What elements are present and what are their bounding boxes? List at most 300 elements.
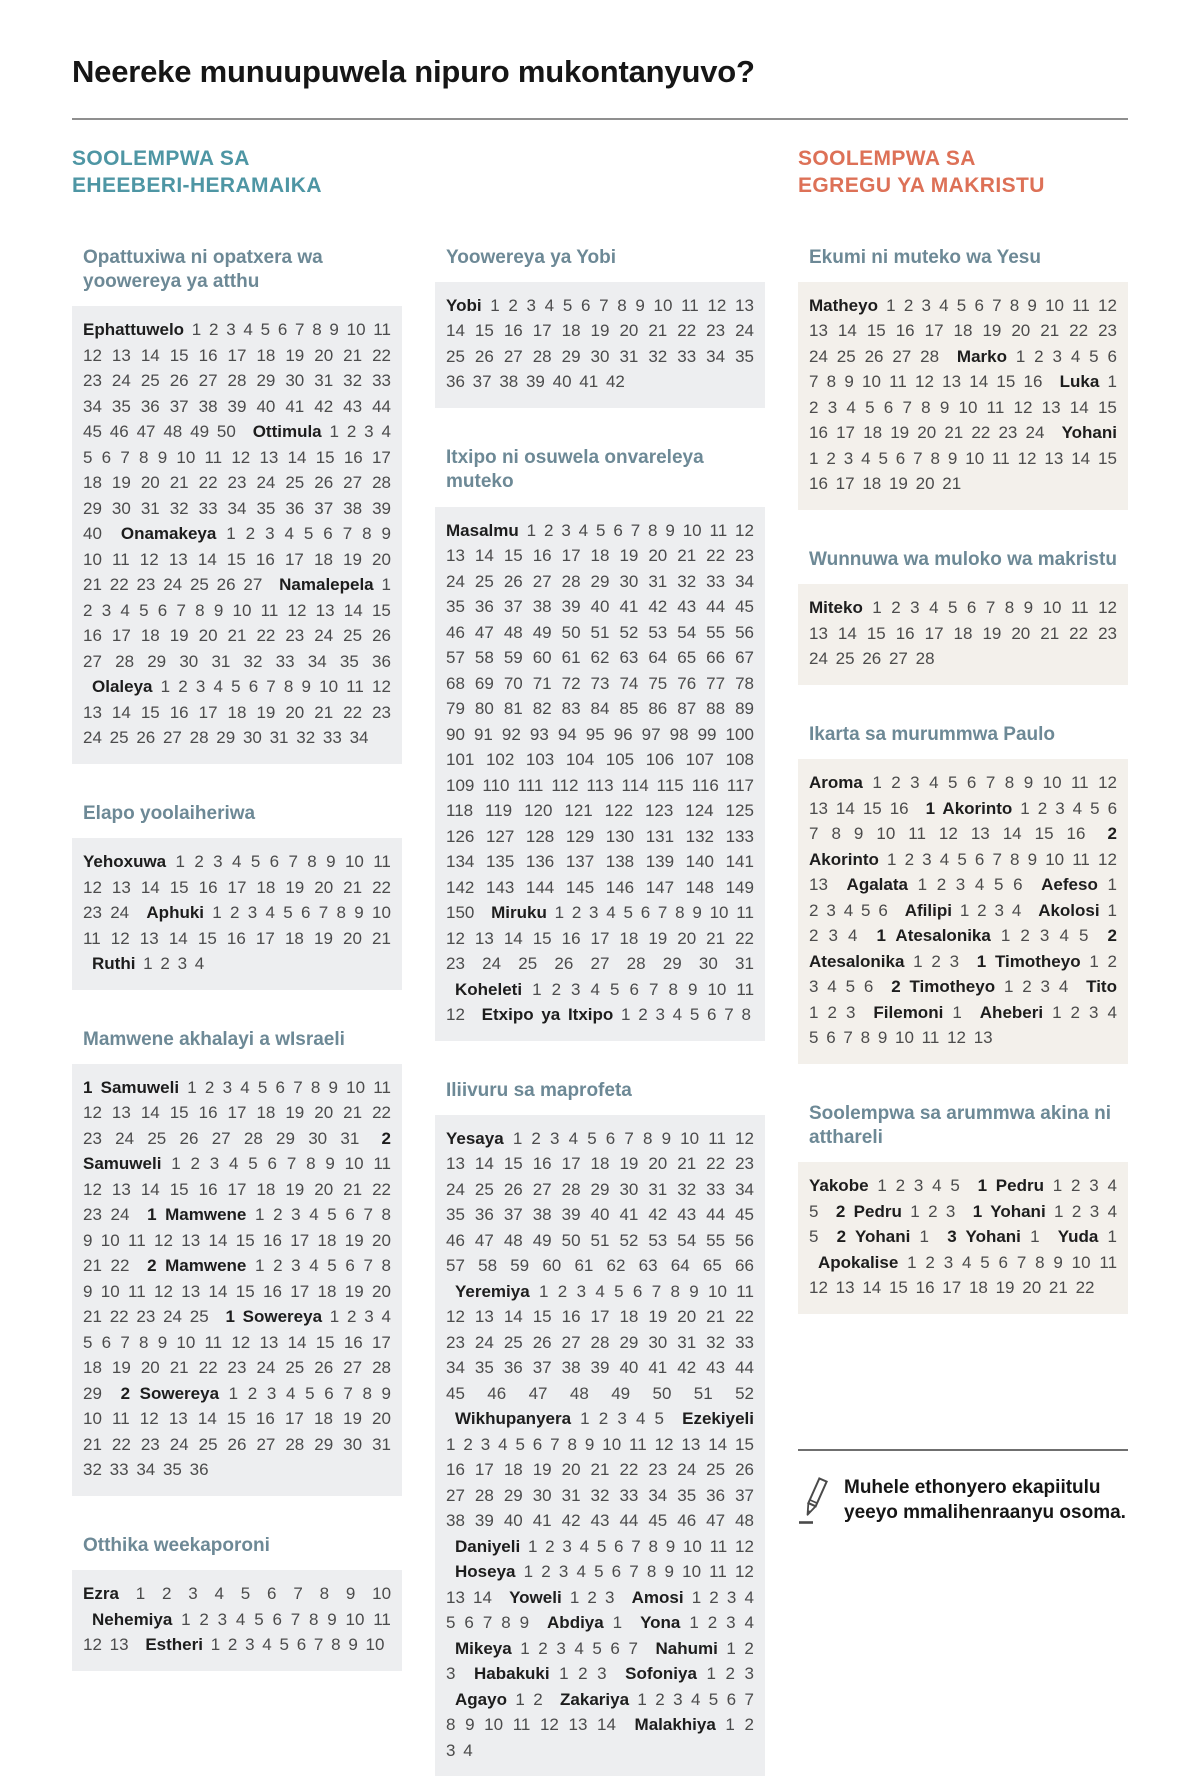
chapter-link[interactable]: 32 bbox=[677, 571, 697, 591]
chapter-link[interactable]: 82 bbox=[532, 699, 552, 719]
chapter-link[interactable]: 10 bbox=[100, 1230, 120, 1250]
chapter-link[interactable]: 14 bbox=[597, 1715, 616, 1735]
chapter-link[interactable]: 5 bbox=[614, 1281, 624, 1301]
chapter-link[interactable]: 1 bbox=[913, 951, 923, 971]
chapter-link[interactable]: 30 bbox=[590, 346, 610, 366]
chapter-link[interactable]: 12 bbox=[83, 1635, 102, 1655]
chapter-link[interactable]: 5 bbox=[956, 295, 967, 315]
chapter-link[interactable]: 31 bbox=[735, 954, 754, 974]
chapter-link[interactable]: 5 bbox=[1078, 926, 1089, 946]
chapter-link[interactable]: 5 bbox=[240, 1584, 251, 1604]
chapter-link[interactable]: 17 bbox=[227, 345, 247, 365]
chapter-link[interactable]: 1 bbox=[181, 1609, 191, 1629]
chapter-link[interactable]: 17 bbox=[924, 623, 944, 643]
chapter-link[interactable]: 9 bbox=[844, 372, 854, 392]
chapter-link[interactable]: 16 bbox=[446, 1460, 465, 1480]
chapter-link[interactable]: 12 bbox=[1098, 295, 1117, 315]
chapter-link[interactable]: 32 bbox=[648, 346, 668, 366]
chapter-link[interactable]: 10 bbox=[176, 447, 196, 467]
chapter-link[interactable]: 9 bbox=[665, 520, 675, 540]
chapter-link[interactable]: 11 bbox=[709, 1536, 728, 1556]
chapter-link[interactable]: 10 bbox=[365, 1635, 385, 1655]
chapter-link[interactable]: 4 bbox=[932, 1176, 942, 1196]
chapter-link[interactable]: 6 bbox=[895, 448, 906, 468]
chapter-link[interactable]: 4 bbox=[1058, 977, 1069, 997]
chapter-link[interactable]: 23 bbox=[735, 1154, 754, 1174]
chapter-link[interactable]: 38 bbox=[561, 1358, 581, 1378]
chapter-link[interactable]: 25 bbox=[474, 1179, 494, 1199]
chapter-link[interactable]: 137 bbox=[565, 852, 595, 872]
chapter-link[interactable]: 50 bbox=[652, 1383, 672, 1403]
chapter-link[interactable]: 75 bbox=[648, 673, 668, 693]
chapter-link[interactable]: 8 bbox=[362, 1383, 372, 1403]
chapter-link[interactable]: 3 bbox=[910, 773, 920, 793]
chapter-link[interactable]: 66 bbox=[734, 1256, 754, 1276]
chapter-link[interactable]: 18 bbox=[83, 1358, 102, 1378]
chapter-link[interactable]: 3 bbox=[245, 1635, 255, 1655]
chapter-link[interactable]: 38 bbox=[198, 396, 218, 416]
chapter-link[interactable]: 51 bbox=[693, 1383, 713, 1403]
chapter-link[interactable]: 96 bbox=[613, 724, 633, 744]
chapter-link[interactable]: 3 bbox=[226, 320, 236, 340]
chapter-link[interactable]: 23 bbox=[83, 1205, 102, 1225]
chapter-link[interactable]: 8 bbox=[930, 448, 940, 468]
chapter-link[interactable]: 37 bbox=[532, 1358, 552, 1378]
chapter-link[interactable]: 4 bbox=[576, 1562, 586, 1582]
chapter-link[interactable]: 22 bbox=[619, 1460, 639, 1480]
chapter-link[interactable]: 5 bbox=[279, 1635, 289, 1655]
chapter-link[interactable]: 6 bbox=[1013, 875, 1023, 895]
chapter-link[interactable]: 18 bbox=[256, 1103, 276, 1123]
chapter-link[interactable]: 18 bbox=[313, 549, 333, 569]
chapter-link[interactable]: 6 bbox=[640, 903, 651, 923]
chapter-link[interactable]: 8 bbox=[381, 1205, 391, 1225]
chapter-link[interactable]: 1 bbox=[520, 1638, 530, 1658]
chapter-link[interactable]: 10 bbox=[1045, 849, 1065, 869]
chapter-link[interactable]: 39 bbox=[525, 372, 545, 392]
chapter-link[interactable]: 20 bbox=[372, 549, 391, 569]
chapter-link[interactable]: 18 bbox=[619, 1307, 639, 1327]
chapter-link[interactable]: 7 bbox=[985, 773, 996, 793]
chapter-link[interactable]: 24 bbox=[809, 346, 828, 366]
chapter-link[interactable]: 10 bbox=[344, 852, 364, 872]
chapter-link[interactable]: 4 bbox=[578, 520, 589, 540]
chapter-link[interactable]: 10 bbox=[176, 1332, 196, 1352]
chapter-link[interactable]: 6 bbox=[863, 977, 874, 997]
chapter-link[interactable]: 8 bbox=[1004, 598, 1015, 618]
chapter-link[interactable]: 15 bbox=[226, 1409, 246, 1429]
chapter-link[interactable]: 42 bbox=[314, 396, 334, 416]
chapter-link[interactable]: 11 bbox=[889, 372, 907, 392]
chapter-link[interactable]: 83 bbox=[561, 699, 581, 719]
chapter-link[interactable]: 8 bbox=[831, 824, 841, 844]
chapter-link[interactable]: 2 bbox=[903, 295, 914, 315]
chapter-link[interactable]: 27 bbox=[243, 575, 263, 595]
chapter-link[interactable]: 31 bbox=[314, 371, 334, 391]
chapter-link[interactable]: 16 bbox=[343, 1332, 363, 1352]
chapter-link[interactable]: 20 bbox=[372, 1230, 391, 1250]
chapter-link[interactable]: 27 bbox=[343, 1358, 363, 1378]
chapter-link[interactable]: 6 bbox=[269, 852, 280, 872]
chapter-link[interactable]: 7 bbox=[630, 520, 641, 540]
chapter-link[interactable]: 8 bbox=[306, 1154, 316, 1174]
chapter-link[interactable]: 4 bbox=[1107, 1201, 1118, 1221]
chapter-link[interactable]: 17 bbox=[290, 1281, 310, 1301]
chapter-link[interactable]: 14 bbox=[474, 1154, 494, 1174]
chapter-link[interactable]: 6 bbox=[966, 598, 977, 618]
chapter-link[interactable]: 1 bbox=[171, 1154, 181, 1174]
chapter-link[interactable]: 24 bbox=[474, 1332, 494, 1352]
chapter-link[interactable]: 1 bbox=[523, 1562, 534, 1582]
chapter-link[interactable]: 9 bbox=[665, 1536, 676, 1556]
chapter-link[interactable]: 1 bbox=[1052, 1002, 1062, 1022]
chapter-link[interactable]: 1 bbox=[254, 1205, 265, 1225]
chapter-link[interactable]: 7 bbox=[290, 1609, 301, 1629]
chapter-link[interactable]: 27 bbox=[83, 651, 102, 671]
chapter-link[interactable]: 7 bbox=[288, 852, 298, 872]
chapter-link[interactable]: 10 bbox=[895, 1028, 914, 1048]
chapter-link[interactable]: 4 bbox=[843, 900, 854, 920]
chapter-link[interactable]: 35 bbox=[474, 1358, 494, 1378]
chapter-link[interactable]: 42 bbox=[648, 597, 668, 617]
chapter-link[interactable]: 56 bbox=[735, 1230, 754, 1250]
chapter-link[interactable]: 18 bbox=[256, 345, 276, 365]
chapter-link[interactable]: 3 bbox=[177, 954, 188, 974]
chapter-link[interactable]: 123 bbox=[644, 801, 674, 821]
chapter-link[interactable]: 22 bbox=[343, 702, 363, 722]
chapter-link[interactable]: 19 bbox=[111, 1358, 131, 1378]
chapter-link[interactable]: 6 bbox=[707, 1005, 717, 1025]
chapter-link[interactable]: 20 bbox=[372, 1409, 391, 1429]
chapter-link[interactable]: 1 bbox=[907, 1252, 917, 1272]
chapter-link[interactable]: 22 bbox=[256, 626, 276, 646]
chapter-link[interactable]: 11 bbox=[83, 928, 101, 948]
chapter-link[interactable]: 48 bbox=[735, 1511, 754, 1531]
chapter-link[interactable]: 6 bbox=[345, 1256, 355, 1276]
chapter-link[interactable]: 12 bbox=[83, 1179, 102, 1199]
chapter-link[interactable]: 4 bbox=[120, 600, 130, 620]
chapter-link[interactable]: 17 bbox=[561, 546, 581, 566]
chapter-link[interactable]: 2 bbox=[160, 954, 170, 974]
chapter-link[interactable]: 39 bbox=[227, 396, 247, 416]
chapter-link[interactable]: 61 bbox=[574, 1256, 594, 1276]
chapter-link[interactable]: 19 bbox=[344, 1230, 364, 1250]
chapter-link[interactable]: 63 bbox=[619, 648, 639, 668]
chapter-link[interactable]: 21 bbox=[648, 321, 668, 341]
chapter-link[interactable]: 134 bbox=[446, 852, 475, 872]
chapter-link[interactable]: 1 bbox=[621, 1005, 631, 1025]
chapter-link[interactable]: 7 bbox=[363, 1205, 373, 1225]
chapter-link[interactable]: 6 bbox=[613, 520, 623, 540]
chapter-link[interactable]: 4 bbox=[265, 903, 276, 923]
chapter-link[interactable]: 19 bbox=[313, 928, 333, 948]
chapter-link[interactable]: 2 bbox=[541, 1562, 551, 1582]
chapter-link[interactable]: 1 bbox=[490, 295, 500, 315]
chapter-link[interactable]: 86 bbox=[648, 699, 668, 719]
chapter-link[interactable]: 10 bbox=[372, 903, 391, 923]
chapter-link[interactable]: 1 bbox=[212, 903, 222, 923]
chapter-link[interactable]: 41 bbox=[619, 597, 639, 617]
chapter-link[interactable]: 22 bbox=[372, 345, 391, 365]
chapter-link[interactable]: 34 bbox=[735, 1179, 754, 1199]
chapter-link[interactable]: 2 bbox=[827, 1002, 837, 1022]
chapter-link[interactable]: 23 bbox=[998, 423, 1018, 443]
chapter-link[interactable]: 8 bbox=[642, 1128, 653, 1148]
chapter-link[interactable]: 46 bbox=[446, 1230, 465, 1250]
chapter-link[interactable]: 4 bbox=[498, 1434, 508, 1454]
chapter-link[interactable]: 1 bbox=[1107, 875, 1117, 895]
chapter-link[interactable]: 10 bbox=[346, 1077, 366, 1097]
chapter-link[interactable]: 24 bbox=[256, 473, 276, 493]
chapter-link[interactable]: 30 bbox=[285, 371, 305, 391]
chapter-link[interactable]: 8 bbox=[308, 1609, 319, 1629]
chapter-link[interactable]: 60 bbox=[532, 648, 552, 668]
chapter-link[interactable]: 23 bbox=[83, 1128, 102, 1148]
chapter-link[interactable]: 3 bbox=[291, 1256, 301, 1276]
chapter-link[interactable]: 4 bbox=[574, 1638, 584, 1658]
chapter-link[interactable]: 4 bbox=[284, 524, 294, 544]
chapter-link[interactable]: 4 bbox=[309, 1256, 319, 1276]
chapter-link[interactable]: 2 bbox=[744, 1715, 754, 1735]
chapter-link[interactable]: 2 bbox=[931, 951, 941, 971]
chapter-link[interactable]: 6 bbox=[966, 773, 977, 793]
chapter-link[interactable]: 9 bbox=[381, 524, 391, 544]
chapter-link[interactable]: 39 bbox=[561, 597, 581, 617]
chapter-link[interactable]: 6 bbox=[267, 1154, 278, 1174]
chapter-link[interactable]: 1 bbox=[917, 875, 928, 895]
chapter-link[interactable]: 3 bbox=[827, 397, 838, 417]
chapter-link[interactable]: 45 bbox=[446, 1383, 465, 1403]
chapter-link[interactable]: 22 bbox=[109, 575, 129, 595]
chapter-link[interactable]: 27 bbox=[892, 346, 912, 366]
chapter-link[interactable]: 10 bbox=[232, 600, 252, 620]
chapter-link[interactable]: 102 bbox=[485, 750, 515, 770]
chapter-link[interactable]: 117 bbox=[726, 775, 754, 795]
chapter-link[interactable]: 4 bbox=[961, 1252, 972, 1272]
chapter-link[interactable]: 25 bbox=[147, 1128, 167, 1148]
chapter-link[interactable]: 7 bbox=[120, 1332, 130, 1352]
chapter-link[interactable]: 3 bbox=[480, 1434, 491, 1454]
chapter-link[interactable]: 33 bbox=[706, 1179, 726, 1199]
chapter-link[interactable]: 9 bbox=[354, 903, 364, 923]
chapter-link[interactable]: 3 bbox=[195, 677, 206, 697]
chapter-link[interactable]: 113 bbox=[586, 775, 614, 795]
chapter-link[interactable]: 8 bbox=[741, 1005, 751, 1025]
chapter-link[interactable]: 18 bbox=[227, 702, 247, 722]
chapter-link[interactable]: 30 bbox=[698, 954, 718, 974]
chapter-link[interactable]: 17 bbox=[290, 1230, 310, 1250]
chapter-link[interactable]: 9 bbox=[327, 1609, 337, 1629]
chapter-link[interactable]: 11 bbox=[112, 1409, 130, 1429]
chapter-link[interactable]: 35 bbox=[446, 1205, 465, 1225]
chapter-link[interactable]: 3 bbox=[571, 979, 581, 999]
chapter-link[interactable]: 3 bbox=[576, 1281, 587, 1301]
chapter-link[interactable]: 30 bbox=[619, 1179, 639, 1199]
chapter-link[interactable]: 17 bbox=[111, 626, 131, 646]
chapter-link[interactable]: 9 bbox=[157, 447, 168, 467]
chapter-link[interactable]: 14 bbox=[208, 1230, 228, 1250]
chapter-link[interactable]: 7 bbox=[648, 979, 659, 999]
chapter-link[interactable]: 27 bbox=[590, 954, 610, 974]
chapter-link[interactable]: 15 bbox=[866, 321, 886, 341]
chapter-link[interactable]: 16 bbox=[198, 877, 218, 897]
chapter-link[interactable]: 11 bbox=[373, 1154, 391, 1174]
chapter-link[interactable]: 132 bbox=[685, 826, 714, 846]
chapter-link[interactable]: 3 bbox=[556, 1638, 566, 1658]
chapter-link[interactable]: 8 bbox=[1009, 295, 1020, 315]
chapter-link[interactable]: 53 bbox=[648, 1230, 668, 1250]
chapter-link[interactable]: 16 bbox=[532, 546, 552, 566]
chapter-link[interactable]: 10 bbox=[958, 397, 978, 417]
chapter-link[interactable]: 17 bbox=[561, 1154, 581, 1174]
chapter-link[interactable]: 24 bbox=[735, 321, 754, 341]
chapter-link[interactable]: 12 bbox=[735, 1536, 754, 1556]
chapter-link[interactable]: 138 bbox=[605, 852, 635, 872]
chapter-link[interactable]: 14 bbox=[140, 345, 160, 365]
chapter-link[interactable]: 15 bbox=[862, 798, 882, 818]
chapter-link[interactable]: 2 bbox=[1034, 346, 1044, 366]
chapter-link[interactable]: 13 bbox=[970, 824, 990, 844]
chapter-link[interactable]: 14 bbox=[837, 623, 857, 643]
chapter-link[interactable]: 36 bbox=[189, 1460, 209, 1480]
chapter-link[interactable]: 91 bbox=[473, 724, 493, 744]
chapter-link[interactable]: 23 bbox=[136, 1307, 156, 1327]
chapter-link[interactable]: 14 bbox=[708, 1434, 728, 1454]
chapter-link[interactable]: 15 bbox=[169, 877, 189, 897]
chapter-link[interactable]: 13 bbox=[111, 877, 131, 897]
chapter-link[interactable]: 17 bbox=[532, 321, 552, 341]
chapter-link[interactable]: 136 bbox=[525, 852, 555, 872]
chapter-link[interactable]: 1 bbox=[887, 849, 897, 869]
chapter-link[interactable]: 2 bbox=[904, 849, 915, 869]
chapter-link[interactable]: 20 bbox=[677, 928, 697, 948]
chapter-link[interactable]: 4 bbox=[214, 1584, 224, 1604]
chapter-link[interactable]: 16 bbox=[895, 623, 915, 643]
chapter-link[interactable]: 1 bbox=[1020, 798, 1030, 818]
chapter-link[interactable]: 2 bbox=[928, 1201, 938, 1221]
chapter-link[interactable]: 60 bbox=[542, 1256, 562, 1276]
chapter-link[interactable]: 4 bbox=[231, 852, 242, 872]
chapter-link[interactable]: 9 bbox=[519, 1613, 530, 1633]
chapter-link[interactable]: 31 bbox=[619, 346, 639, 366]
chapter-link[interactable]: 13 bbox=[259, 447, 279, 467]
chapter-link[interactable]: 118 bbox=[446, 801, 474, 821]
chapter-link[interactable]: 54 bbox=[677, 1230, 697, 1250]
chapter-link[interactable]: 21 bbox=[372, 928, 391, 948]
chapter-link[interactable]: 2 bbox=[1022, 977, 1032, 997]
chapter-link[interactable]: 1 bbox=[143, 954, 153, 974]
chapter-link[interactable]: 18 bbox=[863, 423, 883, 443]
chapter-link[interactable]: 11 bbox=[908, 824, 926, 844]
chapter-link[interactable]: 16 bbox=[226, 928, 246, 948]
chapter-link[interactable]: 16 bbox=[83, 626, 102, 646]
chapter-link[interactable]: 2 bbox=[1070, 1002, 1081, 1022]
chapter-link[interactable]: 2 bbox=[809, 926, 819, 946]
chapter-link[interactable]: 32 bbox=[590, 1485, 610, 1505]
chapter-link[interactable]: 1 bbox=[612, 1613, 623, 1633]
chapter-link[interactable]: 31 bbox=[677, 1332, 697, 1352]
chapter-link[interactable]: 10 bbox=[484, 1715, 504, 1735]
chapter-link[interactable]: 21 bbox=[227, 626, 247, 646]
chapter-link[interactable]: 30 bbox=[308, 1128, 328, 1148]
chapter-link[interactable]: 2 bbox=[1071, 1176, 1081, 1196]
chapter-link[interactable]: 17 bbox=[371, 447, 391, 467]
chapter-link[interactable]: 20 bbox=[314, 345, 334, 365]
chapter-link[interactable]: 4 bbox=[1107, 1176, 1117, 1196]
chapter-link[interactable]: 37 bbox=[169, 396, 189, 416]
chapter-link[interactable]: 127 bbox=[485, 826, 515, 846]
chapter-link[interactable]: 3 bbox=[744, 1664, 754, 1684]
chapter-link[interactable]: 24 bbox=[446, 571, 465, 591]
chapter-link[interactable]: 11 bbox=[736, 979, 755, 999]
chapter-link[interactable]: 4 bbox=[381, 422, 391, 442]
chapter-link[interactable]: 13 bbox=[1044, 448, 1064, 468]
chapter-link[interactable]: 55 bbox=[706, 622, 726, 642]
chapter-link[interactable]: 8 bbox=[195, 600, 205, 620]
chapter-link[interactable]: 1 bbox=[569, 1587, 580, 1607]
chapter-link[interactable]: 28 bbox=[115, 651, 135, 671]
chapter-link[interactable]: 140 bbox=[685, 852, 714, 872]
chapter-link[interactable]: 3 bbox=[943, 1252, 954, 1272]
chapter-link[interactable]: 2 bbox=[578, 1664, 588, 1684]
chapter-link[interactable]: 22 bbox=[971, 423, 991, 443]
chapter-link[interactable]: 26 bbox=[179, 1128, 199, 1148]
chapter-link[interactable]: 1 bbox=[559, 1664, 569, 1684]
chapter-link[interactable]: 16 bbox=[561, 928, 581, 948]
chapter-link[interactable]: 3 bbox=[726, 1613, 736, 1633]
chapter-link[interactable]: 8 bbox=[1010, 849, 1020, 869]
chapter-link[interactable]: 100 bbox=[725, 724, 754, 744]
chapter-link[interactable]: 4 bbox=[848, 926, 858, 946]
chapter-link[interactable]: 53 bbox=[648, 622, 668, 642]
chapter-link[interactable]: 1 bbox=[532, 979, 542, 999]
chapter-link[interactable]: 2 bbox=[245, 524, 256, 544]
chapter-link[interactable]: 1 bbox=[191, 320, 202, 340]
chapter-link[interactable]: 14 bbox=[208, 1281, 228, 1301]
chapter-link[interactable]: 3 bbox=[1089, 1176, 1099, 1196]
chapter-link[interactable]: 28 bbox=[626, 954, 646, 974]
chapter-link[interactable]: 23 bbox=[446, 1332, 465, 1352]
chapter-link[interactable]: 2 bbox=[891, 773, 901, 793]
chapter-link[interactable]: 1 bbox=[872, 773, 882, 793]
chapter-link[interactable]: 14 bbox=[140, 877, 160, 897]
chapter-link[interactable]: 27 bbox=[162, 728, 182, 748]
chapter-link[interactable]: 34 bbox=[307, 651, 327, 671]
chapter-link[interactable]: 12 bbox=[231, 447, 251, 467]
chapter-link[interactable]: 3 bbox=[446, 1740, 456, 1760]
chapter-link[interactable]: 12 bbox=[1098, 849, 1117, 869]
chapter-link[interactable]: 12 bbox=[734, 1128, 754, 1148]
chapter-link[interactable]: 13 bbox=[168, 549, 188, 569]
chapter-link[interactable]: 13 bbox=[259, 1332, 279, 1352]
chapter-link[interactable]: 23 bbox=[1098, 623, 1117, 643]
chapter-link[interactable]: 121 bbox=[564, 801, 593, 821]
chapter-link[interactable]: 34 bbox=[83, 396, 102, 416]
chapter-link[interactable]: 5 bbox=[861, 900, 871, 920]
chapter-link[interactable]: 8 bbox=[310, 1077, 321, 1097]
chapter-link[interactable]: 24 bbox=[163, 1307, 182, 1327]
chapter-link[interactable]: 6 bbox=[324, 1383, 334, 1403]
chapter-link[interactable]: 49 bbox=[532, 622, 552, 642]
chapter-link[interactable]: 111 bbox=[517, 775, 544, 795]
chapter-link[interactable]: 16 bbox=[255, 1409, 275, 1429]
chapter-link[interactable]: 9 bbox=[329, 320, 339, 340]
chapter-link[interactable]: 16 bbox=[809, 423, 828, 443]
chapter-link[interactable]: 5 bbox=[809, 1028, 819, 1048]
chapter-link[interactable]: 15 bbox=[996, 372, 1016, 392]
chapter-link[interactable]: 19 bbox=[343, 549, 362, 569]
chapter-link[interactable]: 2 bbox=[826, 448, 836, 468]
